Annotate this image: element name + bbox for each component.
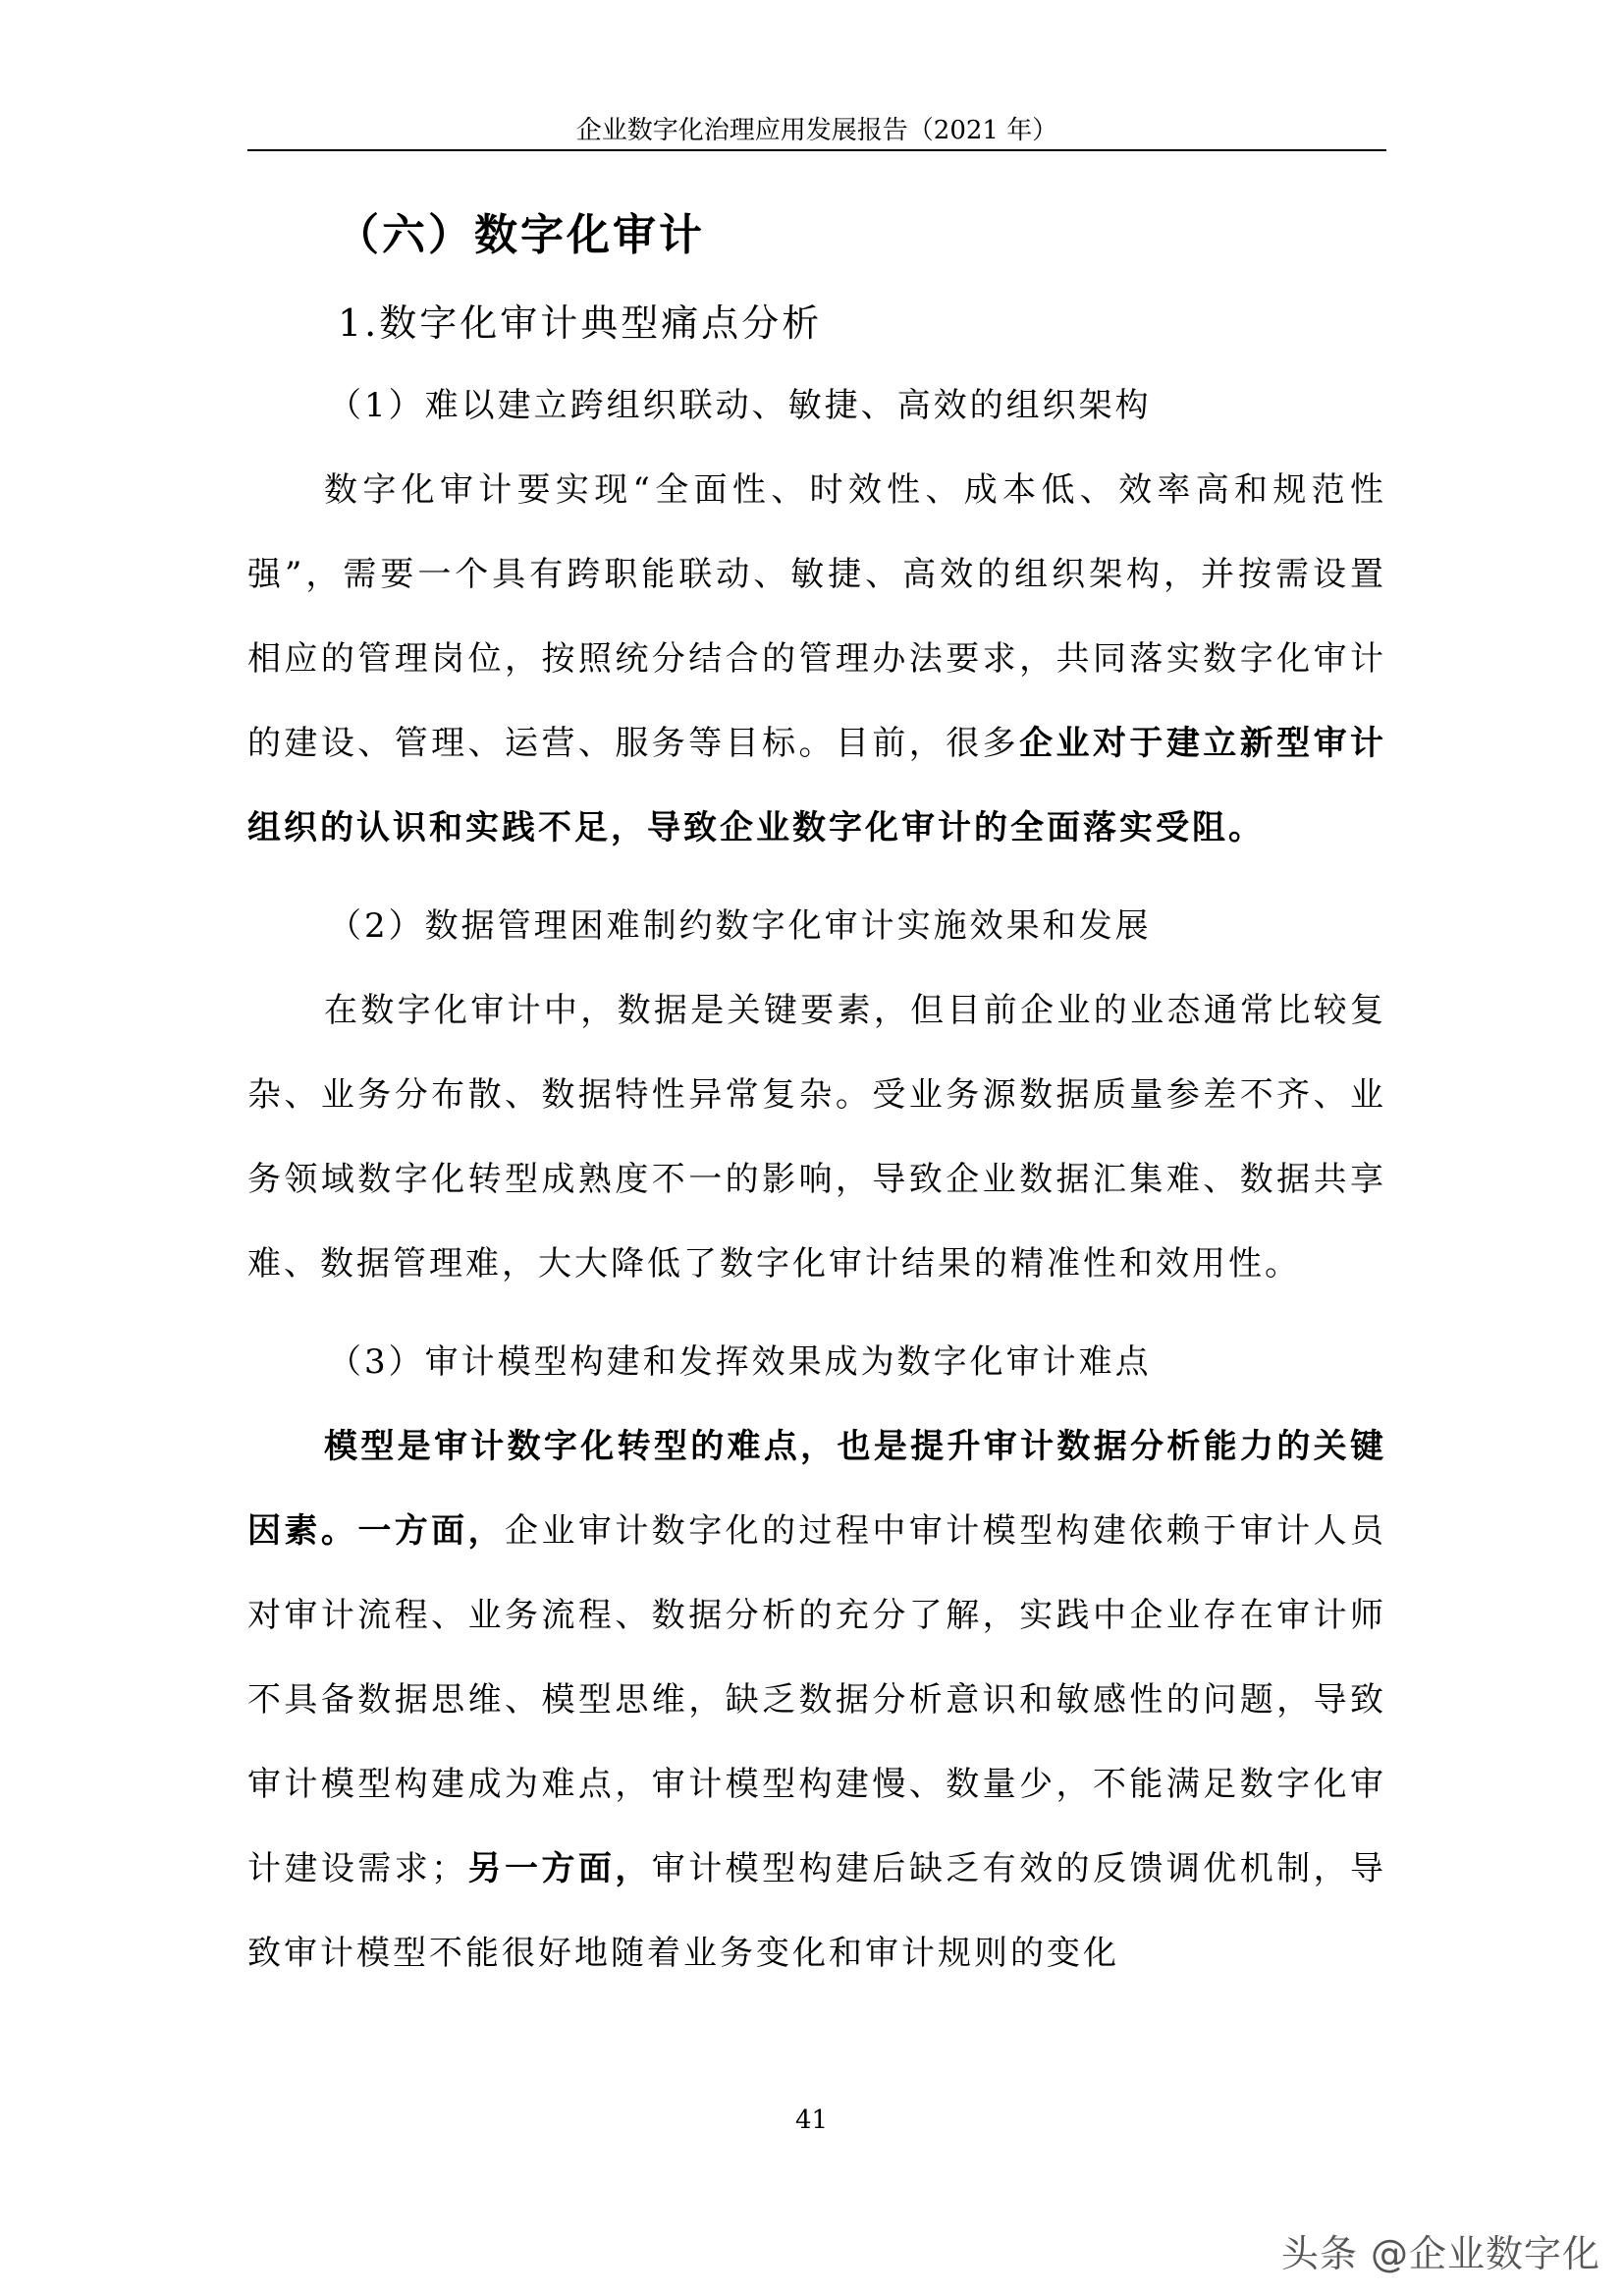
paragraph-3-bold-first: 一方面， [357,1511,506,1551]
item-heading-2: （2）数据管理困难制约数字化审计实施效果和发展 [328,906,1152,946]
page-number: 41 [794,2105,829,2135]
header-divider [247,149,1386,151]
paragraph-3-text-2: 审计模型构建后缺乏有效的反馈调优机制，导致审计模型不能很好地随着业务变化和审计规则的变化 [247,1849,1387,1973]
paragraph-3-text-1: 企业审计数字化的过程中审计模型构建依赖于审计人员对审计流程、业务流程、数据分析的充分了解，实践中企业存在审计师不具备数据思维、模型思维，缺乏数据分析意识和敏感性的问题，导致审计模型构建成为难点，审计模型构建慢、数量少，不能满足数字化审计建设需求； [247,1511,1387,1888]
running-header: 企业数字化治理应用发展报告（2021 年） [575,116,1058,145]
section-title: （六）数字化审计 [336,210,705,260]
paragraph-1 [247,448,1386,870]
paragraph-3-bold-lead: 模型是审计数字化转型的难点，也是提升审计数据分析能力的关键因素。 [247,1427,1386,1551]
paragraph-1-text: 数字化审计要实现“全面性、时效性、成本低、效率高和规范性强”，需要一个具有跨职能联动、敏捷、高效的组织架构，并按需设置相应的管理岗位，按照统分结合的管理办法要求，共同落实数字化审计的建设、管理、运营、服务等目标。目前，很多 [247,470,1386,763]
watermark: 头条 @企业数字化 [1280,2232,1600,2275]
paragraph-3 [247,1404,1386,1995]
page-body [247,206,1386,1995]
paragraph-1-bold: 企业对于建立新型审计组织的认识和实践不足，导致企业数字化审计的全面落实受阻。 [247,724,1387,847]
item-heading-3: （3）审计模型构建和发挥效果成为数字化审计难点 [328,1342,1152,1382]
item-heading-1: （1）难以建立跨组织联动、敏捷、高效的组织架构 [328,386,1152,425]
paragraph-2: 在数字化审计中，数据是关键要素，但目前企业的业态通常比较复杂、业务分布散、数据特性异常复杂。受业务源数据质量参差不齐、业务领域数字化转型成熟度不一的影响，导致企业数据汇集难、数据共享难、数据管理难，大大降低了数字化审计结果的精准性和效用性。 [247,991,1386,1284]
subsection-title: 1.数字化审计典型痛点分析 [338,301,823,345]
paragraph-3-bold-second: 另一方面， [467,1849,652,1888]
